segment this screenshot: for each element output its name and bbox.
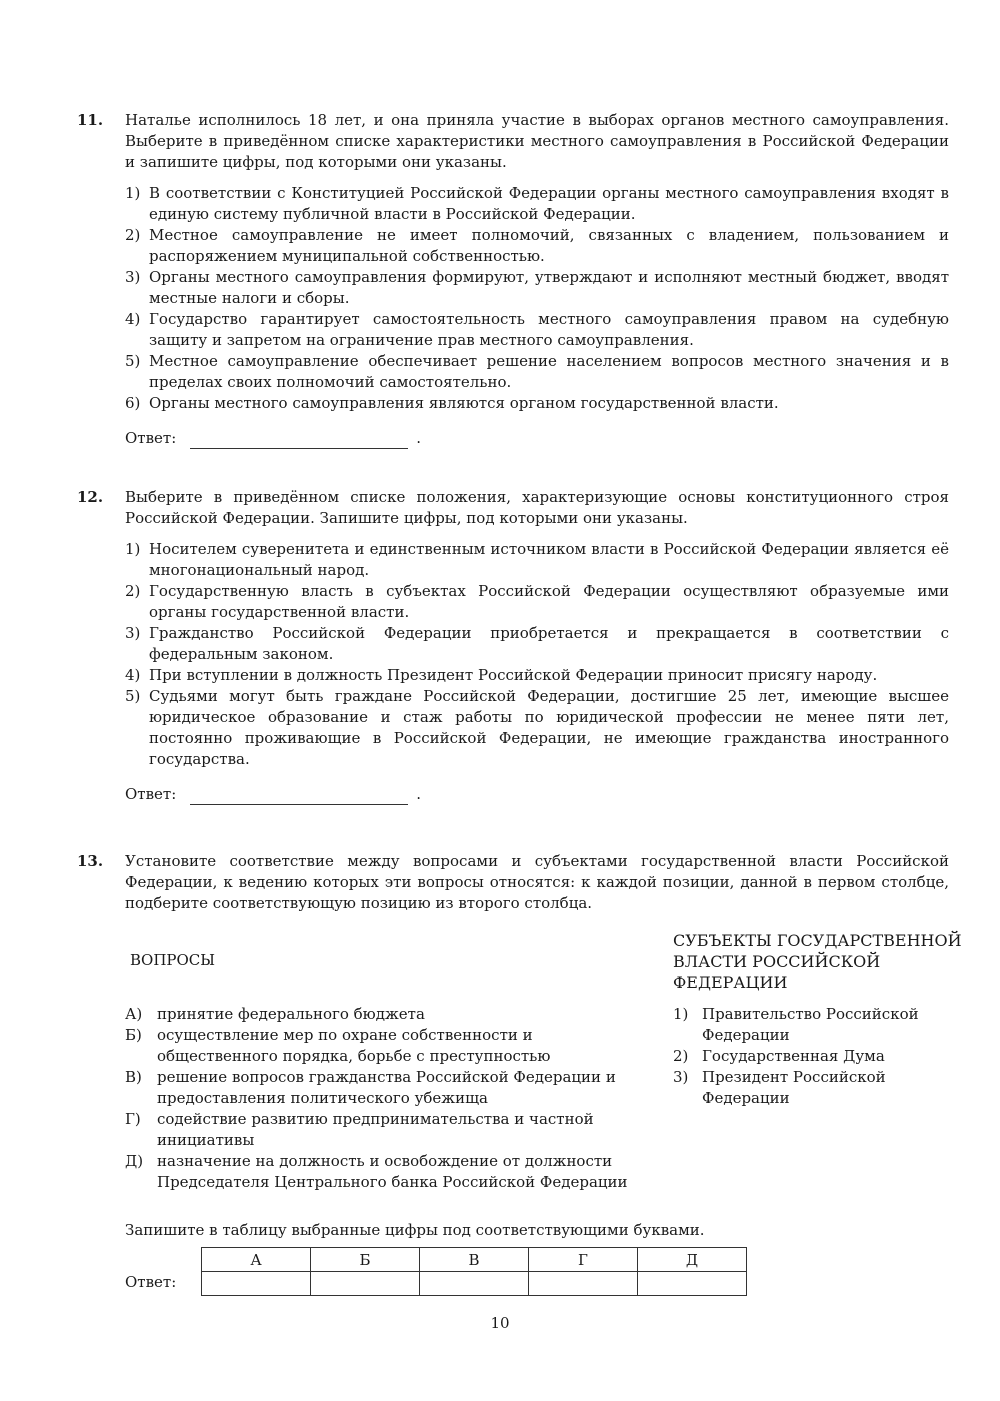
option-item: 5) Местное самоуправление обеспечивает решение населением вопросов местного значения и в пределах своих полномочий самостоятельно. [125, 352, 949, 391]
question-13 [77, 851, 962, 1296]
subject-item: 3) Президент Российской Федерации [673, 1068, 886, 1107]
question-intro: Наталье исполнилось 18 лет, и она приняла участие в выборах органов местного самоуправления. Выберите в приведённом списке характеристики местного самоуправления в Российской Федерации и запишите цифры, под которыми они указаны. [125, 111, 949, 171]
option-item: 5) Судьями могут быть граждане Российской Федерации, достигшие 25 лет, имеющие высшее юридическое образование и стаж работы по юридической профессии не менее пяти лет, постоянно проживающие в Российской Федерации, не имеющие гражданства иностранного государства. [125, 687, 949, 768]
questions-list [125, 1004, 645, 1193]
subjects-column [673, 930, 963, 1109]
answer-table-row [125, 1247, 949, 1296]
question-number: 12. [77, 488, 104, 506]
option-item: 4) Государство гарантирует самостоятельность местного самоуправления правом на судебную защиту и запретом на ограничение прав местного самоуправления. [125, 310, 949, 349]
answer-row: Ответ: . [125, 785, 422, 803]
answer-table [201, 1247, 747, 1296]
answer-row: Ответ: . [125, 429, 422, 447]
question-11 [77, 110, 949, 449]
option-item: 4) При вступлении в должность Президент Российской Федерации приносит присягу народу. [125, 666, 878, 684]
answer-label: Ответ: [125, 429, 177, 447]
answer-input-line[interactable] [190, 432, 408, 449]
letters-row [202, 1248, 747, 1272]
answer-cell[interactable] [420, 1272, 529, 1296]
answer-label: Ответ: [125, 1272, 177, 1291]
subjects-list [673, 1004, 963, 1109]
question-item: В) решение вопросов гражданства Российской Федерации и предоставления политического убежища [125, 1068, 616, 1107]
question-12 [77, 487, 949, 805]
questions-header: ВОПРОСЫ [130, 951, 216, 969]
letter-cell: В [420, 1248, 529, 1272]
answer-label: Ответ: [125, 785, 177, 803]
table-instruction: Запишите в таблицу выбранные цифры под соответствующими буквами. [125, 1221, 705, 1239]
letter-cell: Б [311, 1248, 420, 1272]
option-item: 2) Государственную власть в субъектах Российской Федерации осуществляют образуемые ими органы государственной власти. [125, 582, 949, 621]
letter-cell: А [202, 1248, 311, 1272]
option-item: 3) Гражданство Российской Федерации приобретается и прекращается в соответствии с федеральным законом. [125, 624, 949, 663]
answer-input-line[interactable] [190, 788, 408, 805]
options-list [125, 539, 949, 770]
option-item: 2) Местное самоуправление не имеет полномочий, связанных с владением, пользованием и распоряжением муниципальной собственностью. [125, 226, 949, 265]
option-item: 3) Органы местного самоуправления формируют, утверждают и исполняют местный бюджет, вводят местные налоги и сборы. [125, 268, 949, 307]
option-item: 6) Органы местного самоуправления являются органом государственной власти. [125, 394, 779, 412]
question-number: 13. [77, 852, 104, 870]
letter-cell: Г [529, 1248, 638, 1272]
answer-cell[interactable] [311, 1272, 420, 1296]
subject-item: 2) Государственная Дума [673, 1047, 885, 1065]
options-list [125, 183, 949, 414]
questions-column [125, 930, 645, 1193]
option-item: 1) В соответствии с Конституцией Российской Федерации органы местного самоуправления входят в единую систему публичной власти в Российской Федерации. [125, 184, 949, 223]
question-item: Д) назначение на должность и освобождение от должности Председателя Центрального банка Российской Федерации [125, 1152, 628, 1191]
question-intro: Выберите в приведённом списке положения, характеризующие основы конституционного строя Российской Федерации. Запишите цифры, под которыми они указаны. [125, 488, 949, 527]
answer-cell[interactable] [529, 1272, 638, 1296]
page-number: 10 [490, 1314, 510, 1332]
subject-item: 1) Правительство Российской Федерации [673, 1005, 919, 1044]
question-item: А) принятие федерального бюджета [125, 1005, 425, 1023]
answers-row [202, 1272, 747, 1296]
question-item: Б) осуществление мер по охране собственности и общественного порядка, борьбе с преступностью [125, 1026, 551, 1065]
matching-columns [125, 930, 962, 1212]
question-item: Г) содействие развитию предпринимательства и частной инициативы [125, 1110, 594, 1149]
letter-cell: Д [638, 1248, 747, 1272]
option-item: 1) Носителем суверенитета и единственным источником власти в Российской Федерации является её многонациональный народ. [125, 540, 949, 579]
answer-cell[interactable] [202, 1272, 311, 1296]
question-number: 11. [77, 111, 104, 129]
answer-cell[interactable] [638, 1272, 747, 1296]
subjects-header: СУБЪЕКТЫ ГОСУДАРСТВЕННОЙ ВЛАСТИ РОССИЙСКОЙ ФЕДЕРАЦИИ [673, 931, 962, 992]
question-intro: Установите соответствие между вопросами и субъектами государственной власти Российской Федерации, к ведению которых эти вопросы относятся: к каждой позиции, данной в первом столбце, подберите соответствующую позицию из второго столбца. [125, 852, 949, 912]
